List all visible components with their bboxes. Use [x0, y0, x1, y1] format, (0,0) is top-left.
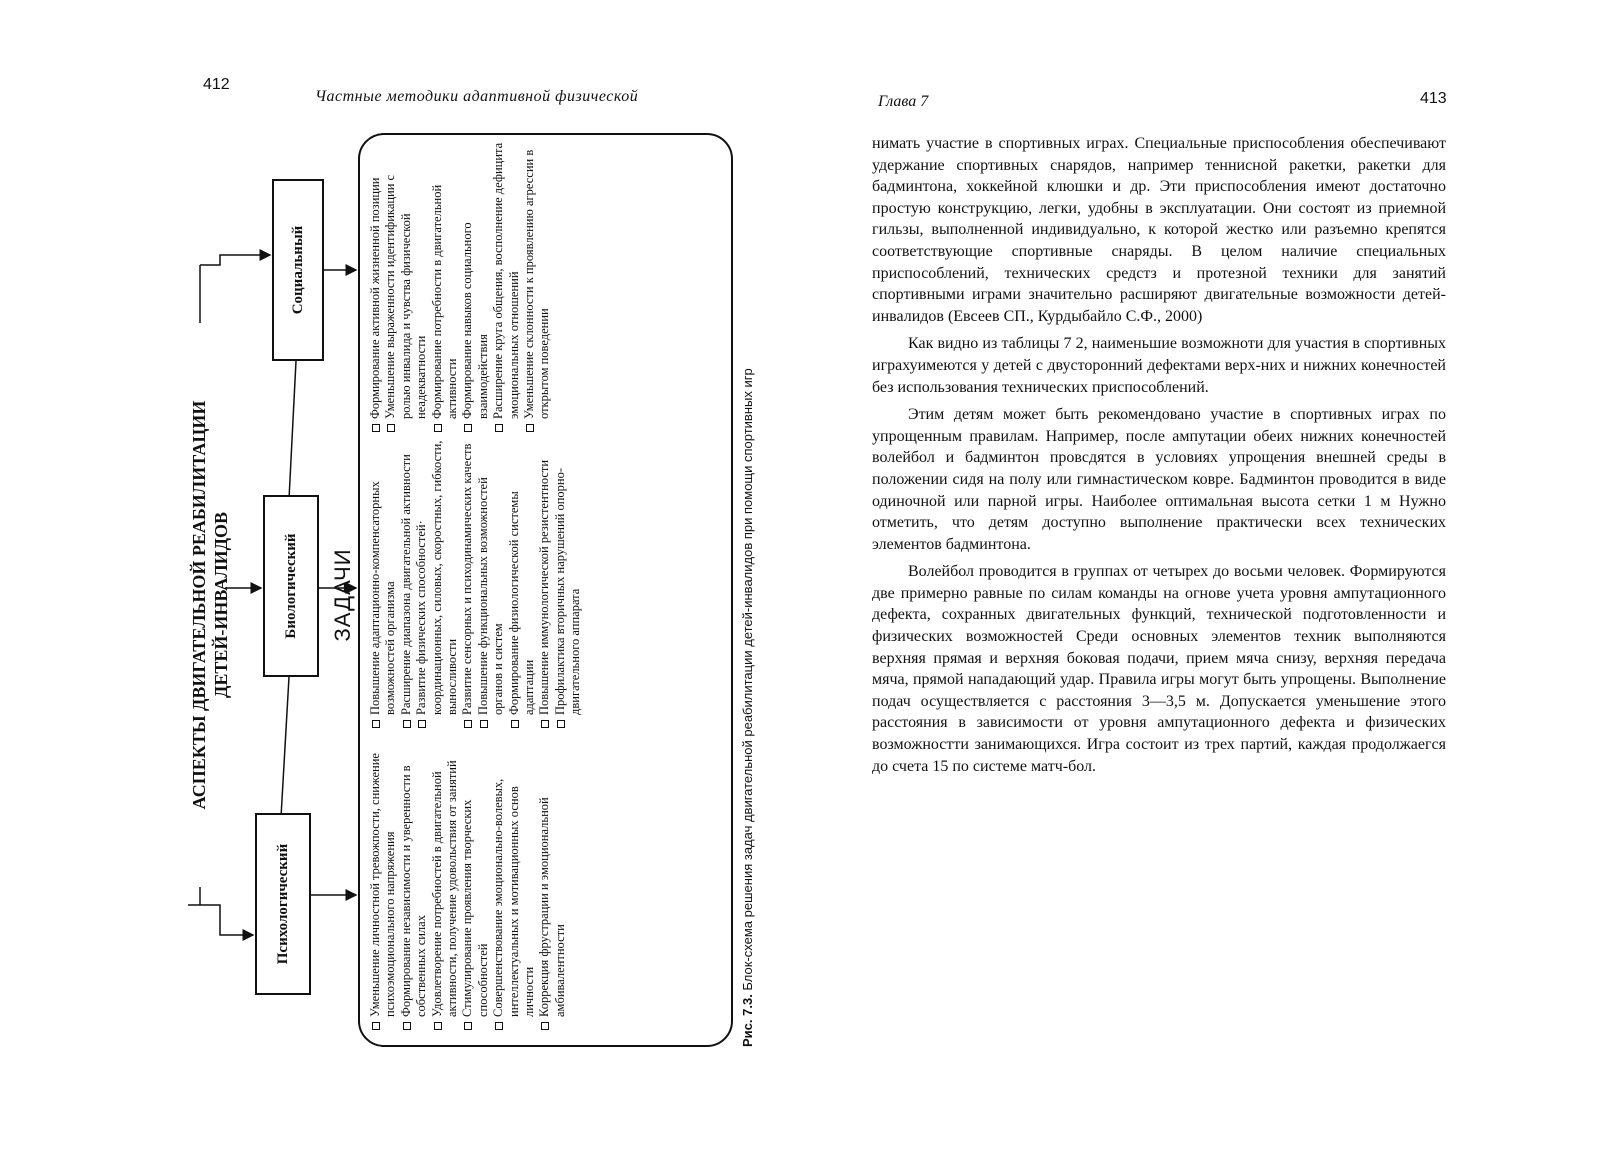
right-page-body: [872, 133, 1446, 783]
aspect-box-psychological: Психологический: [255, 813, 311, 995]
body-paragraph: Волейбол проводится в группах от четырех до восьми человек. Формируются две примерно равные по силам команды на огнове учета уровня ампутационного дефекта, сохранных двигательных функций, технической подготовленности и физических возможностей Среди основных элементов техник выполняются верхняя прямая и верхняя боковая подачи, прием мяча снизу, верхняя передача мяча, прямой нападающий удар. Правила игры могут быть упрощены. Выполнение подач осуществляется с расстояния 3—3,5 м. Допускается уменьшение этого расстояния в зависимости от уровня ампутационного дефекта и физических возможностти занимающихся. Игра состоит из трех партий, каждая продолжаегся до счета 15 по системе матч-бол.: [872, 563, 1446, 775]
arrow-to-psych: [200, 905, 253, 935]
task-item: Профилактика вторичных нарушений опорно-двигательного аппарата: [553, 439, 584, 729]
task-item: Развитие сенсорных и психодинамических качеств: [460, 439, 475, 729]
task-item: Совершенствование эмоционально-волевых, интеллектуальных и мотивационных основ личности: [491, 741, 537, 1031]
aspect-box-social: Социальный: [272, 179, 324, 361]
task-item: Уменьшение выраженности идентификации с ролью инвалида и чувства физической неадекватности: [383, 141, 429, 433]
figure-caption: [740, 133, 755, 1047]
task-item: Удовлетворение потребностей в двигательной активности, получение удовольствия от занятий: [430, 741, 461, 1031]
task-item: Развитие физических способностей· координационных, силовых, скоростных, гибкости, выносливости: [414, 439, 460, 729]
flowchart-title-line2: ДЕТЕЙ-ИНВАЛИДОВ: [211, 511, 231, 699]
left-page-number: 412: [203, 76, 230, 93]
task-item: Коррекция фрустрации и эмоциональной амбивалентности: [537, 741, 568, 1031]
task-item: Уменьшение личностной тревожпости, снижение психоэмоционального напряжения: [368, 741, 399, 1031]
task-item: Стимулирование проявления творческих способностей: [460, 741, 491, 1031]
right-page-number: 413: [1420, 90, 1447, 107]
task-item: Повышение функциональных возможностей органов и систем: [476, 439, 507, 729]
body-paragraph: Как видно из таблицы 7 2, наименьшие возможноти для участия в спортивных играхуимеются у детей с двусторонний дефектами верх-них и нижних конечностей без использования технических приспособлений.: [872, 335, 1446, 396]
body-paragraph: нимать участие в спортивных играх. Специальные приспособления обеспечивают удержание спортивных снарядов, например теннисной ракетки, ракетки для бадминтона, хоккейной клюшки и др. Эти приспособления имеют достаточно простую конструкцию, легки, удобны в эксплуатации. Они состоят из приемной гильзы, выполненной индивидуально, к которой жестко или разъемно крепятся соответствующие спортивные снаряды. В целом наличие специальных приспособлений, технических средстз и протезной техники для занятий спортивными играми значительно расширяют двигательные возможности детей-инвалидов (Евсеев СП., Курдыбайло С.Ф., 2000): [872, 135, 1446, 325]
flowchart-title-line1: АСПЕКТЫ ДВИГАТЕЛЬНОЙ РЕАБИЛИТАЦИИ: [189, 400, 209, 810]
connector-bio-soc: [289, 361, 296, 499]
task-item: Формирование физиологической системы адаптации: [507, 439, 538, 729]
left-running-head: Частные методики адаптивной физической: [315, 88, 639, 105]
task-item: Формирование независимости и уверенности в собственных силах: [399, 741, 430, 1031]
tasks-container: [358, 133, 733, 1047]
task-item: Формирование навыков социального взаимодействия: [460, 141, 491, 433]
task-item: Формирование активной жизненной позиции: [368, 141, 383, 433]
task-item: Уменьшение склонности к проявлению агрессии в открытом поведении: [522, 141, 553, 433]
connector-psych-bio: [281, 677, 289, 817]
figure-caption-text: Блок-схема решения задач двигательной реабилитации детей-инвалидов при помощи спортивных игр: [740, 368, 755, 995]
flowchart-rotated-content: [180, 125, 810, 1055]
task-item: Расширение круга общения, восполнение дефицита эмоциональных отношений: [491, 141, 522, 433]
figure-caption-label: Рис. 7.3.: [740, 994, 755, 1047]
right-running-head: Глава 7: [878, 93, 929, 110]
biological-tasks-column: [368, 439, 584, 729]
rehabilitation-flowchart: [180, 125, 810, 1055]
social-tasks-column: [368, 141, 553, 433]
task-item: Повышение адаптационно-компенсаторных возможностей организма: [368, 439, 399, 729]
arrow-to-soc: [200, 255, 270, 265]
task-item: Повышение иммунологической резистентности: [537, 439, 552, 729]
tasks-heading: ЗАДАЧИ: [330, 548, 355, 642]
flowchart-title: [188, 325, 232, 885]
task-item: Формирование потребности в двигательной активности: [430, 141, 461, 433]
body-paragraph: Этим детям может быть рекомендовано участие в спортивных играх по упрощенным правилам. Например, после ампутации обеих нижних конечностей волейбол и бадминтон провсдятся в условиях упрощения внешней среды в положении сидя на полу или гимнастическом ковре. Бадминтон проводится в виде одиночной или парной игры. Наиболее оптимальная высота сетки 1 м Нужно отметить, что детям доступно выполнение практически всех технических элементов бадминтона.: [872, 406, 1446, 553]
psychological-tasks-column: [368, 741, 568, 1031]
aspect-box-biological: Биологический: [263, 495, 319, 677]
task-item: Расширение диапазона двигательной активности: [399, 439, 414, 729]
